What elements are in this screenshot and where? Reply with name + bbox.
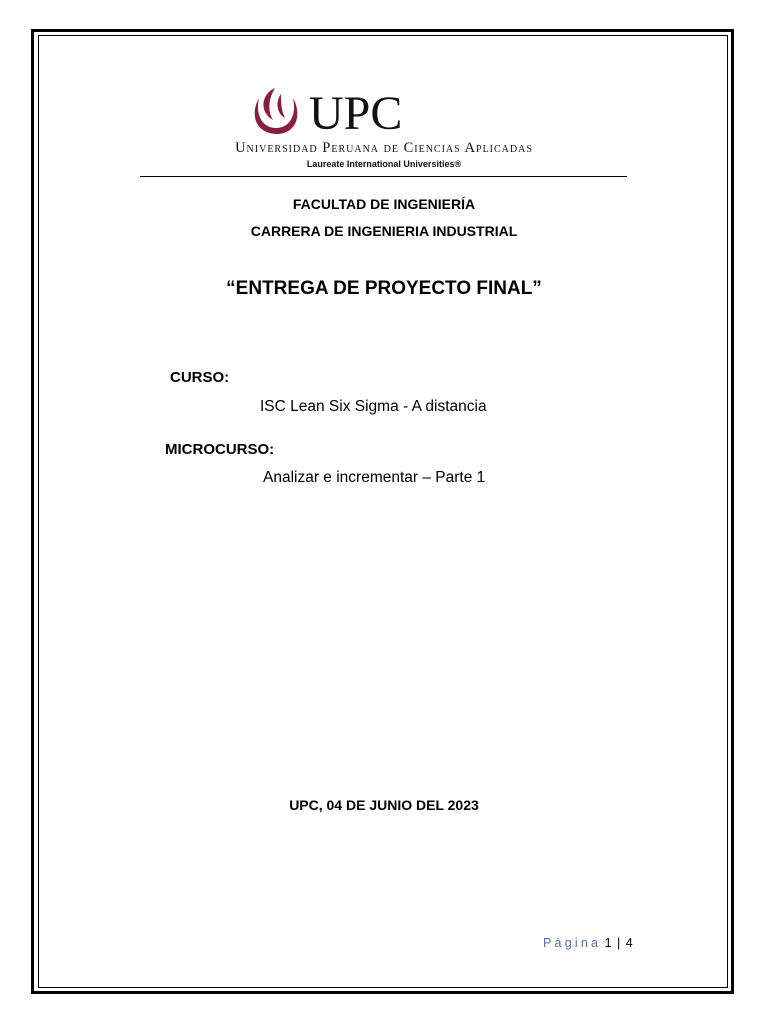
microcourse-label: MICROCURSO: bbox=[165, 441, 275, 458]
brand-text: UPC bbox=[309, 87, 403, 140]
document-title: “ENTREGA DE PROYECTO FINAL” bbox=[226, 278, 542, 299]
career-heading: CARRERA DE INGENIERIA INDUSTRIAL bbox=[250, 223, 518, 239]
date-line: UPC, 04 DE JUNIO DEL 2023 bbox=[289, 797, 479, 813]
page-word: Página bbox=[543, 936, 602, 950]
page-number-footer bbox=[543, 936, 634, 950]
microcourse-value: Analizar e incrementar – Parte 1 bbox=[263, 469, 486, 486]
faculty-heading: FACULTAD DE INGENIERÍA bbox=[292, 196, 476, 212]
upc-emblem-icon bbox=[255, 88, 298, 134]
course-value: ISC Lean Six Sigma - A distancia bbox=[260, 398, 487, 415]
university-name: Universidad Peruana de Ciencias Aplicadas bbox=[235, 140, 533, 156]
header-divider bbox=[140, 176, 627, 177]
page-border-inner bbox=[38, 35, 728, 988]
course-label: CURSO: bbox=[170, 369, 230, 386]
university-logo bbox=[0, 84, 768, 174]
tagline: Laureate International Universities® bbox=[306, 159, 462, 169]
page-number: 1 | 4 bbox=[604, 936, 634, 950]
